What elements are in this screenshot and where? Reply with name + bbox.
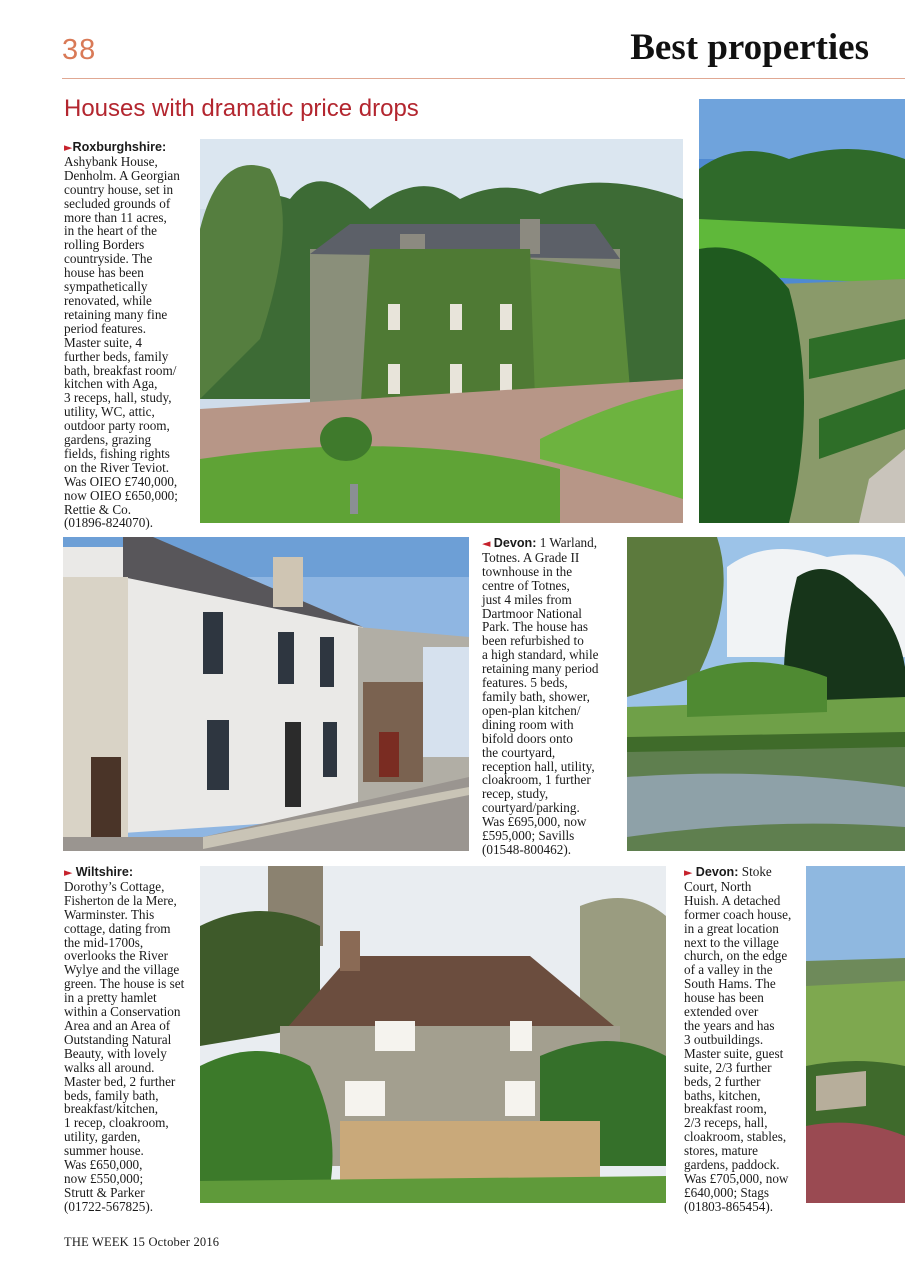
listing-first-line: 1 Warland,	[536, 535, 598, 550]
text-line: former coach house,	[684, 906, 792, 922]
text-line: extended over	[684, 1004, 759, 1020]
text-line: suite, 2/3 further	[684, 1059, 772, 1075]
text-line: Court, North	[684, 878, 752, 894]
text-line: next to the village	[684, 934, 779, 950]
text-line: Master suite, guest	[684, 1045, 784, 1061]
text-line: Beauty, with lovely	[64, 1045, 167, 1061]
text-line: Strutt & Parker	[64, 1184, 145, 1200]
text-line: the courtyard,	[482, 744, 556, 760]
text-line: green. The house is set	[64, 976, 185, 992]
text-line: countryside. The	[64, 251, 153, 267]
text-line: Outstanding Natural	[64, 1031, 172, 1047]
text-line: utility, garden,	[64, 1129, 141, 1145]
text-line: 3 outbuildings.	[684, 1031, 764, 1047]
text-line: open-plan kitchen/	[482, 702, 581, 718]
arrow-right-icon: ►	[684, 866, 693, 879]
article-headline: Houses with dramatic price drops	[64, 95, 419, 122]
text-line: Was £705,000, now	[684, 1170, 789, 1186]
text-line: features. 5 beds,	[482, 675, 568, 691]
text-line: secluded grounds of	[64, 195, 171, 211]
text-line: 3 receps, hall, study,	[64, 390, 172, 406]
text-line: (01896-824070).	[64, 515, 154, 531]
text-line: Master bed, 2 further	[64, 1073, 176, 1089]
text-line: Wylye and the village	[64, 962, 180, 978]
text-line: Fisherton de la Mere,	[64, 892, 177, 908]
text-line: the mid-1700s,	[64, 934, 144, 950]
text-line: Huish. A detached	[684, 892, 781, 908]
text-line: in the heart of the	[64, 223, 158, 239]
text-line: house has been	[64, 265, 144, 281]
listing-lines	[64, 880, 198, 1214]
text-line: beds, family bath,	[64, 1087, 159, 1103]
listing-devon-totnes	[482, 536, 622, 857]
photo-ashybank-garden	[699, 99, 905, 523]
footer-publication: THE WEEK	[64, 1235, 129, 1249]
text-line: been refurbished to	[482, 633, 584, 649]
photo-ashybank-house	[200, 139, 683, 523]
text-line: stores, mature	[684, 1143, 758, 1159]
text-line: family bath, shower,	[482, 688, 590, 704]
text-line: Warminster. This	[64, 906, 155, 922]
text-line: breakfast room,	[684, 1101, 767, 1117]
text-line: the years and has	[684, 1017, 775, 1033]
text-line: retaining many fine	[64, 306, 168, 322]
text-line: Was £650,000,	[64, 1157, 143, 1173]
listing-location: Devon:	[695, 865, 739, 879]
text-line: South Hams. The	[684, 976, 776, 992]
text-line: gardens, grazing	[64, 432, 152, 448]
text-line: cottage, dating from	[64, 920, 171, 936]
arrow-left-icon: ◄	[482, 537, 491, 550]
listing-lines	[684, 880, 806, 1214]
listing-lines	[482, 551, 622, 857]
text-line: centre of Totnes,	[482, 577, 570, 593]
text-line: now OIEO £650,000;	[64, 487, 178, 503]
photo-river-garden	[627, 537, 905, 851]
text-line: (01722-567825).	[64, 1198, 154, 1214]
text-line: further beds, family	[64, 348, 169, 364]
text-line: Totnes. A Grade II	[482, 549, 580, 565]
text-line: country house, set in	[64, 181, 174, 197]
text-line: Dorothy’s Cottage,	[64, 878, 165, 894]
text-line: Denholm. A Georgian	[64, 167, 180, 183]
page-number: 38	[62, 34, 97, 66]
text-line: Ashybank House,	[64, 153, 158, 169]
text-line: recep, study,	[482, 786, 549, 802]
listing-first-line: Stoke	[738, 864, 772, 879]
text-line: townhouse in the	[482, 563, 573, 579]
photo-warland-totnes	[63, 537, 469, 851]
text-line: rolling Borders	[64, 237, 145, 253]
header-rule	[62, 78, 905, 79]
text-line: more than 11 acres,	[64, 209, 167, 225]
listing-location: Roxburghshire:	[72, 140, 167, 154]
text-line: cloakroom, 1 further	[482, 772, 591, 788]
text-line: reception hall, utility,	[482, 758, 595, 774]
text-line: beds, 2 further	[684, 1073, 761, 1089]
text-line: breakfast/kitchen,	[64, 1101, 159, 1117]
arrow-right-icon: ►	[64, 141, 73, 154]
text-line: on the River Teviot.	[64, 459, 170, 475]
text-line: £640,000; Stags	[684, 1184, 769, 1200]
photo-stoke-court	[806, 866, 905, 1203]
text-line: outdoor party room,	[64, 418, 170, 434]
text-line: cloakroom, stables,	[684, 1129, 787, 1145]
arrow-right-icon: ►	[64, 866, 73, 879]
text-line: Park. The house has	[482, 619, 588, 635]
text-line: summer house.	[64, 1143, 144, 1159]
text-line: 1 recep, cloakroom,	[64, 1115, 169, 1131]
text-line: a high standard, while	[482, 647, 599, 663]
listing-location: Devon:	[493, 536, 537, 550]
text-line: gardens, paddock.	[684, 1157, 780, 1173]
text-line: (01803-865454).	[684, 1198, 774, 1214]
text-line: (01548-800462).	[482, 841, 572, 857]
text-line: £595,000; Savills	[482, 828, 575, 844]
photo-dorothys-cottage	[200, 866, 666, 1203]
text-line: Was OIEO £740,000,	[64, 473, 178, 489]
text-line: walks all around.	[64, 1059, 155, 1075]
text-line: period features.	[64, 320, 147, 336]
text-line: in a pretty hamlet	[64, 990, 157, 1006]
listing-lines	[64, 155, 196, 530]
text-line: house has been	[684, 990, 764, 1006]
text-line: within a Conservation	[64, 1004, 181, 1020]
listing-wiltshire	[64, 865, 198, 1214]
footer	[64, 1235, 219, 1250]
text-line: bath, breakfast room/	[64, 362, 177, 378]
text-line: overlooks the River	[64, 948, 169, 964]
text-line: retaining many period	[482, 661, 599, 677]
text-line: Master suite, 4	[64, 334, 143, 350]
text-line: in a great location	[684, 920, 779, 936]
text-line: baths, kitchen,	[684, 1087, 761, 1103]
listing-location: Wiltshire:	[75, 865, 134, 879]
text-line: bifold doors onto	[482, 730, 573, 746]
footer-date: 15 October 2016	[132, 1235, 220, 1249]
text-line: Area and an Area of	[64, 1017, 171, 1033]
text-line: church, on the edge	[684, 948, 788, 964]
listing-devon-stoke-court	[684, 865, 806, 1214]
text-line: Dartmoor National	[482, 605, 582, 621]
text-line: Was £695,000, now	[482, 814, 587, 830]
text-line: sympathetically	[64, 279, 148, 295]
text-line: courtyard/parking.	[482, 800, 580, 816]
text-line: of a valley in the	[684, 962, 773, 978]
text-line: utility, WC, attic,	[64, 404, 155, 420]
section-title: Best properties	[630, 27, 869, 68]
text-line: dining room with	[482, 716, 574, 732]
listing-roxburghshire	[64, 140, 196, 530]
text-line: fields, fishing rights	[64, 445, 170, 461]
text-line: renovated, while	[64, 292, 152, 308]
text-line: Rettie & Co.	[64, 501, 132, 517]
text-line: now £550,000;	[64, 1170, 144, 1186]
text-line: kitchen with Aga,	[64, 376, 158, 392]
text-line: 2/3 receps, hall,	[684, 1115, 768, 1131]
text-line: just 4 miles from	[482, 591, 572, 607]
